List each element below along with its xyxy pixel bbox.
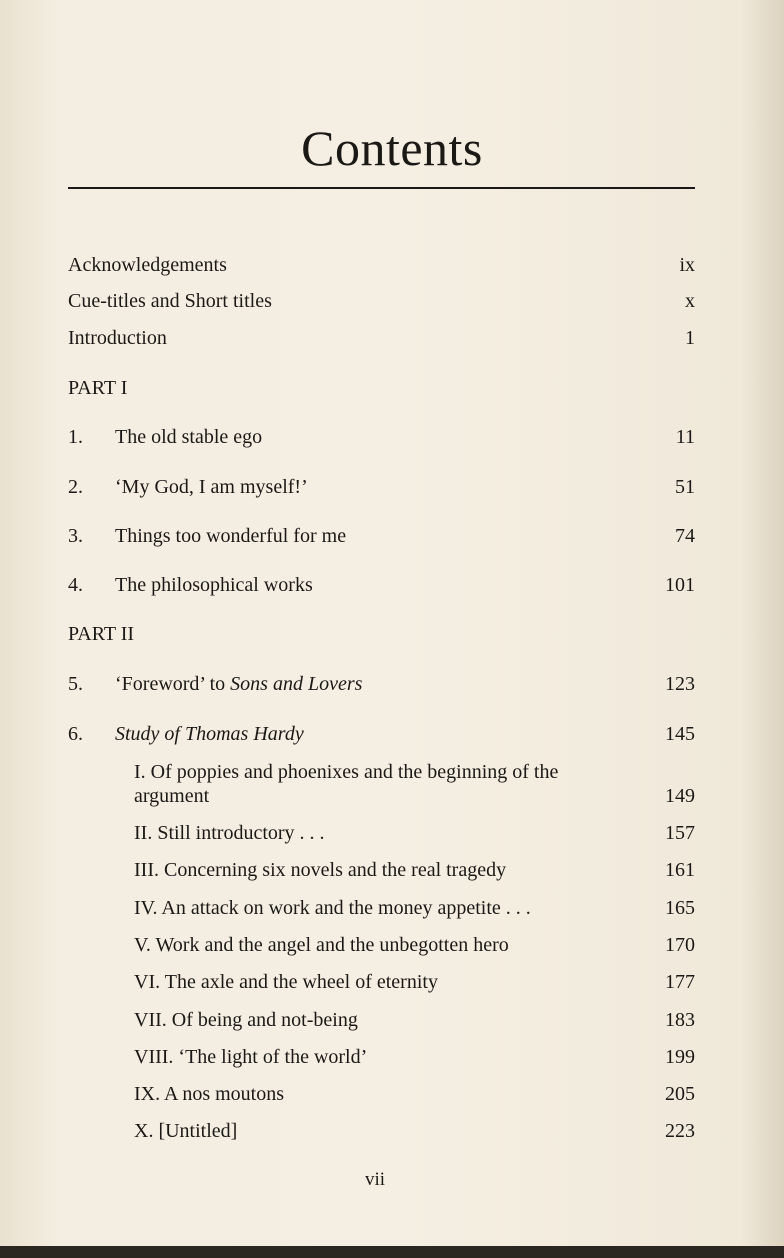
toc-entry-page: 170 xyxy=(665,934,695,956)
chapter-number: 3. xyxy=(68,525,83,547)
toc-section-8[interactable] xyxy=(68,1045,695,1069)
title-rule xyxy=(68,187,695,189)
toc-entry-page: 223 xyxy=(665,1120,695,1142)
toc-chapter-3[interactable] xyxy=(68,524,695,548)
toc-entry-page: 199 xyxy=(665,1046,695,1068)
scan-edge-shadow xyxy=(0,1246,784,1258)
toc-entry-acknowledgements[interactable] xyxy=(68,253,695,277)
toc-entry-page: 145 xyxy=(665,723,695,745)
toc-entry-label: The old stable ego xyxy=(115,426,263,448)
label-italic-title: Sons and Lovers xyxy=(230,673,363,695)
toc-section-7[interactable] xyxy=(68,1008,695,1032)
toc-entry-page: 205 xyxy=(665,1083,695,1105)
toc-entry-page: 123 xyxy=(665,673,695,695)
toc-entry-label: Things too wonderful for me xyxy=(115,525,347,547)
toc-entry-page: 1 xyxy=(685,327,695,349)
chapter-number: 4. xyxy=(68,574,83,596)
toc-entry-label: ‘My God, I am myself!’ xyxy=(115,476,308,498)
toc-entry-label: V. Work and the angel and the unbegotten hero xyxy=(134,934,509,956)
toc-section-2[interactable] xyxy=(68,821,695,845)
page-number-folio: vii xyxy=(364,1169,386,1190)
toc-entry-label: I. Of poppies and phoenixes and the beginning of the argument xyxy=(134,761,559,807)
toc-entry-label: Cue-titles and Short titles xyxy=(68,290,272,312)
toc-entry-page: 149 xyxy=(665,785,695,807)
toc-entry-page: 157 xyxy=(665,822,695,844)
toc-entry-label: Study of Thomas Hardy xyxy=(115,723,304,745)
toc-chapter-2[interactable] xyxy=(68,475,695,499)
toc-entry-page: 51 xyxy=(675,476,695,498)
toc-chapter-4[interactable] xyxy=(68,573,695,597)
toc-section-9[interactable] xyxy=(68,1082,695,1106)
toc-chapter-5[interactable] xyxy=(68,672,695,696)
toc-entry-cue-titles[interactable] xyxy=(68,289,695,313)
toc-chapter-6[interactable] xyxy=(68,722,695,746)
toc-entry-label: Introduction xyxy=(68,327,167,349)
toc-section-6[interactable] xyxy=(68,970,695,994)
chapter-number: 1. xyxy=(68,426,83,448)
toc-entry-page: 183 xyxy=(665,1009,695,1031)
part-heading-2: PART II xyxy=(68,623,135,645)
toc-entry-label: III. Concerning six novels and the real tragedy xyxy=(134,859,507,881)
toc-chapter-1[interactable] xyxy=(68,425,695,449)
toc-section-1[interactable] xyxy=(68,760,695,808)
toc-entry-label: VI. The axle and the wheel of eternity xyxy=(134,971,438,993)
toc-entry-page: x xyxy=(685,290,695,312)
toc-entry-page: 74 xyxy=(675,525,695,547)
toc-entry-label: VII. Of being and not-being xyxy=(134,1009,358,1031)
toc-section-5[interactable] xyxy=(68,933,695,957)
toc-entry-label: The philosophical works xyxy=(115,574,313,596)
toc-entry-page: 165 xyxy=(665,897,695,919)
toc-section-10[interactable] xyxy=(68,1119,695,1143)
toc-entry-page: 177 xyxy=(665,971,695,993)
toc-entry-page: 101 xyxy=(665,574,695,596)
label-prefix: ‘Foreword’ to xyxy=(115,673,231,695)
toc-entry-label: X. [Untitled] xyxy=(134,1120,238,1142)
toc-entry-page: ix xyxy=(679,254,695,276)
page-title: Contents xyxy=(301,120,483,176)
toc-entry-label: IV. An attack on work and the money appetite . . . xyxy=(134,897,531,919)
toc-entry-introduction[interactable] xyxy=(68,326,695,350)
toc-entry-label: IX. A nos moutons xyxy=(134,1083,285,1105)
toc-entry-page: 11 xyxy=(675,426,695,448)
toc-section-3[interactable] xyxy=(68,858,695,882)
toc-entry-label: Acknowledgements xyxy=(68,254,227,276)
part-heading-1: PART I xyxy=(68,377,128,399)
chapter-number: 2. xyxy=(68,476,83,498)
chapter-number: 5. xyxy=(68,673,83,695)
toc-entry-page: 161 xyxy=(665,859,695,881)
chapter-number: 6. xyxy=(68,723,83,745)
toc-entry-label: II. Still introductory . . . xyxy=(134,822,325,844)
toc-entry-label: VIII. ‘The light of the world’ xyxy=(134,1046,368,1068)
toc-section-4[interactable] xyxy=(68,896,695,920)
toc-entry-label xyxy=(115,672,362,696)
